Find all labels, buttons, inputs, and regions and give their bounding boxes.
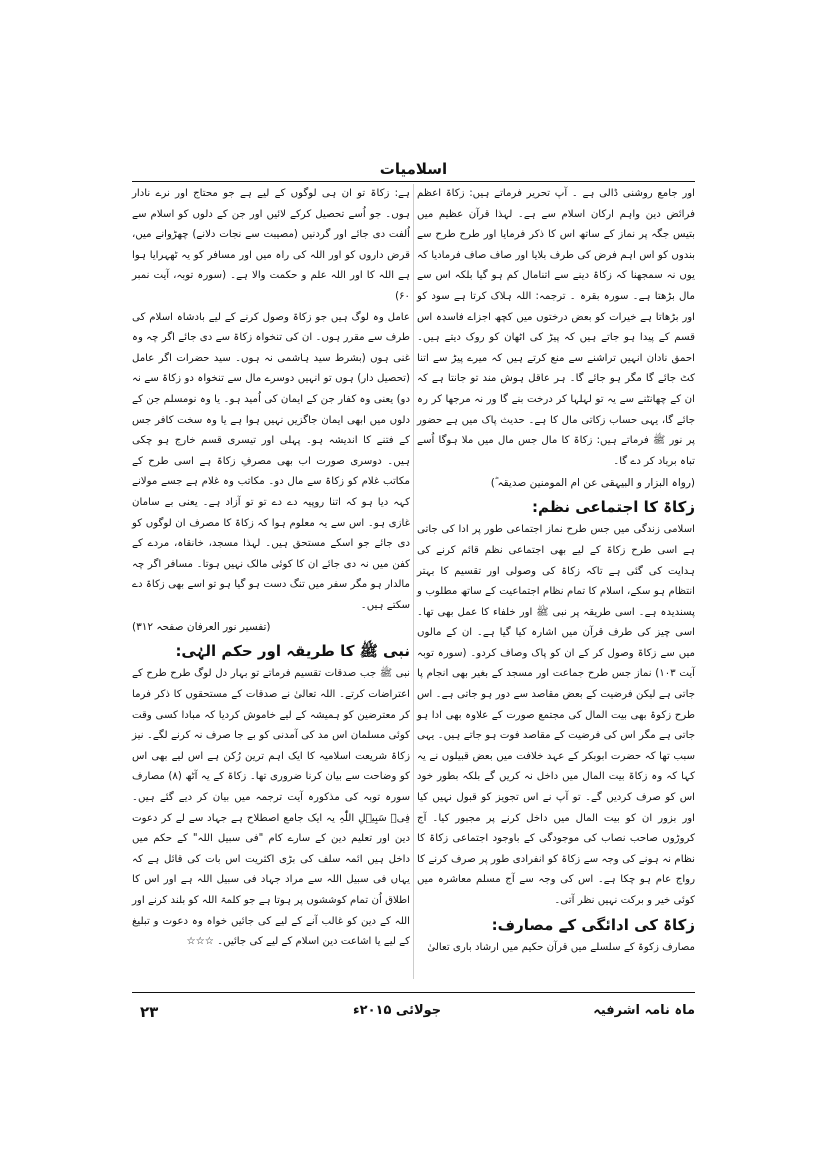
right-paragraph-2: اسلامی زندگی میں جس طرح نماز اجتماعی طور پر ادا کی جاتی ہے اسی طرح زکاۃ کے لیے بھی اجتماعی نظم قائم کرنے کی ہدایت کی گئی ہے تاکہ زکاۃ کی وصولی اور تقسیم کا بہتر انتظام ہو سکے، اسلام کا تمام نظام اجتماعیت کے ساتھ مطلوب و پسندیدہ ہے۔ اسی طریقہ پر نبی ﷺ اور خلفاء کا عمل بھی تھا۔ اسی چیز کی طرف قرآن میں اشارہ کیا گیا ہے۔ ان کے مالوں میں سے زکاۃ وصول کر کے ان کو پاک وصاف کردو۔ (سورہ توبہ آیت ۱۰۳) نماز جس طرح جماعت اور مسجد کے بغیر بھی انجام پا جاتی ہے لیکن فرضیت کے بعض مقاصد سے دور ہو جاتی ہے۔ اس طرح زکوۃ بھی بیت المال کی مجتمع صورت کے علاوہ بھی ادا ہو جاتی ہے مگر اس کی فرضیت کے مقاصد فوت ہو جاتے ہیں۔ یہی سبب تھا کہ حضرت ابوبکر کے عہد خلافت میں بعض قبیلوں نے یہ کہا کہ وہ زکاۃ بیت المال میں داخل نہ کریں گے بلکہ بطور خود اس کو صرف کردیں گے۔ تو آپ نے اس تجویز کو قبول نہیں کیا اور بزور ان کو بیت المال میں داخل کرنے پر مجبور کیا۔ آج کروڑوں صاحب نصاب کی موجودگی کے باوجود اجتماعی زکاۃ کا نظام نہ ہونے کی وجہ سے زکاۃ کو انفرادی طور پر صرف کرنے کا رواج عام ہو چکا ہے۔ اس کی وجہ سے آج مسلم معاشرہ میں کوئی خیر و برکت نہیں نظر آتی۔ <box>417 524 695 906</box>
page-title: اسلامیات <box>379 160 448 178</box>
left-paragraph-1: ہے: زکاۃ تو ان ہی لوگوں کے لیے ہے جو محتاج اور نرے نادار ہوں۔ جو اُسے تحصیل کرکے لائیں اور جن کے دلوں کو اسلام سے اُلفت دی جائے اور گردنیں (مصیبت سے نجات دلانے) چھڑوانے میں، قرض داروں کو اور اللہ کی راہ میں اور مسافر کو یہ ٹھہرایا ہوا ہے اللہ کا اور اللہ علم و حکمت والا ہے۔ (سورہ توبہ، آیت نمبر ۶۰) <box>132 188 410 302</box>
left-paragraph-3: نبی ﷺ جب صدقات تقسیم فرماتے تو بہار دل لوگ طرح طرح کے اعتراضات کرتے۔ اللہ تعالیٰ نے صدقات کے مستحقوں کا ذکر فرما کر معترضین کو ہمیشہ کے لیے خاموش کردیا کہ مبادا کسی وقت کوئی مسلمان اس مد کی آمدنی کو بے جا صرف نہ کرنے لگے۔ نیز زکاۃ شریعت اسلامیہ کا ایک اہم ترین رُکن ہے اس لیے بھی اس کو وضاحت سے بیان کرنا ضروری تھا۔ زکاۃ کے یہ آٹھ (۸) مصارف سورہ توبہ کی مذکورہ آیت ترجمہ میں بیان کر دیے گئے ہیں۔ فِیۡ سَبِیۡلِ اللّٰہِ یہ ایک جامع اصطلاح ہے جہاد سے لے کر دعوت دین اور تعلیم دین کے سارے کام "فی سبیل اللہ" کے حکم میں داخل ہیں ائمہ سلف کی بڑی اکثریت اس بات کی قائل ہے کہ یہاں فی سبیل اللہ سے مراد جہاد فی سبیل اللہ ہے اور اس کا اطلاق اُن تمام کوششوں پر ہوتا ہے جو کلمۃ اللہ کو بلند کرنے اور اللہ کے دین کو غالب آنے کے لیے کی جائیں خواہ وہ دعوت و تبلیغ کے لیے یا اشاعت دین اسلام کے لیے کی جائیں۔ ☆☆☆ <box>132 668 410 948</box>
footer-date: جولائی ۲۰۱۵ء <box>353 1003 442 1018</box>
page-number: ۲۳ <box>140 1003 159 1021</box>
header-rule <box>132 181 695 182</box>
right-intro-paragraph: اور جامع روشنی ڈالی ہے ۔ آپ تحریر فرماتے ہیں: زکاۃ اعظم فرائض دین واہم ارکان اسلام سے ہے۔ لہذا قرآن عظیم میں بتیس جگہ پر نماز کے ساتھ اس کا ذکر فرمایا اور طرح طرح سے بندوں کو اس اہم فرض کی طرف بلایا اور صاف صاف فرمادیا کہ یوں نہ سمجھنا کہ زکاۃ دینے سے اتنامال کم ہو گیا بلکہ اس سے مال بڑھتا ہے۔ سورہ بقرہ ۔ ترجمہ: اللہ ہلاک کرتا ہے سود کو اور بڑھاتا ہے خیرات کو بعض درختوں میں کچھ اجزاے فاسدہ اس قسم کے پیدا ہو جاتے ہیں کہ پیڑ کی اٹھان کو روک دیتے ہیں۔ احمق نادان انہیں تراشنے سے منع کرتے ہیں کہ میرے پیڑ سے اتنا کٹ جائے گا مگر ہو جائے گا۔ ہر عاقل ہوش مند تو جانتا ہے کہ ان کے چھانٹنے سے یہ تو لہلہا کر درخت بنے گا ور نہ مرجھا کر رہ جائے گا، یہی حساب زکاتی مال کا ہے۔ حدیث پاک میں ہے حضور پر نور ﷺ فرماتے ہیں: زکاۃ کا مال جس مال میں ملا ہوگا اُسے تباہ برباد کر دے گا۔ <box>417 188 695 467</box>
left-citation: (تفسیر نور العرفان صفحہ ۳۱۲) <box>132 621 271 634</box>
column-divider <box>413 184 414 979</box>
footer-magazine-name: ماہ نامہ اشرفیہ <box>593 1003 695 1018</box>
right-column <box>417 184 695 958</box>
right-citation: (رواہ البزار و البیہقی عن ام المومنین صدیقہ ؓ) <box>490 477 695 490</box>
right-paragraph-3: مصارف زکوۃ کے سلسلے میں قرآن حکیم میں ارشاد باری تعالیٰ <box>427 941 695 953</box>
heading-prophet-method: نبی ﷺ کا طریقہ اور حکم الہٰی: <box>175 642 410 661</box>
left-paragraph-2: عامل وہ لوگ ہیں جو زکاۃ وصول کرنے کے لیے بادشاہ اسلام کی طرف سے مقرر ہوں۔ ان کی تنخواہ زکاۃ سے دی جائے اگر چہ وہ غنی ہوں (بشرط سید ہاشمی نہ ہوں۔ سید حضرات اگر عامل (تحصیل دار) ہوں تو انہیں دوسرے مال سے تنخواہ دو زکاۃ سے نہ دو) یعنی وہ کفار جن کے ایمان کی اُمید ہو۔ یا وہ نومسلم جن کے دلوں میں ابھی ایمان جاگزیں نہیں ہوا ہے یا وہ سخت کافر جس کے فتنے کا اندیشہ ہو۔ پہلی اور تیسری قسم خارج ہو چکی ہیں۔ دوسری صورت اب بھی مصرفِ زکاۃ ہے اسی طرح کے مکاتب غلام کو زکاۃ سے مال دو۔ مکاتب وہ غلام ہے جسے مولانے کہہ دیا ہو کہ اتنا روپیہ دے دے تو تو آزاد ہے۔ یعنی بے سامان غازی ہو۔ اس سے یہ معلوم ہوا کہ زکاۃ کا مصرف ان لوگوں کو دی جائے جو اسکے مستحق ہیں۔ لہذا مسجد، خانقاہ، مردے کے کفن میں نہ دی جائے ان کا کوئی مالک نہیں ہوتا۔ مسافر اگر چہ مالدار ہو مگر سفر میں تنگ دست ہو گیا ہو تو اسے بھی زکاۃ دے سکتے ہیں۔ <box>132 311 410 611</box>
footer-rule <box>132 992 695 993</box>
left-column <box>132 184 410 953</box>
heading-zakat-expenditures: زکاۃ کی ادائگی کے مصارف: <box>491 915 695 934</box>
heading-collective-system: زکاۃ کا اجتماعی نظم: <box>532 498 695 517</box>
